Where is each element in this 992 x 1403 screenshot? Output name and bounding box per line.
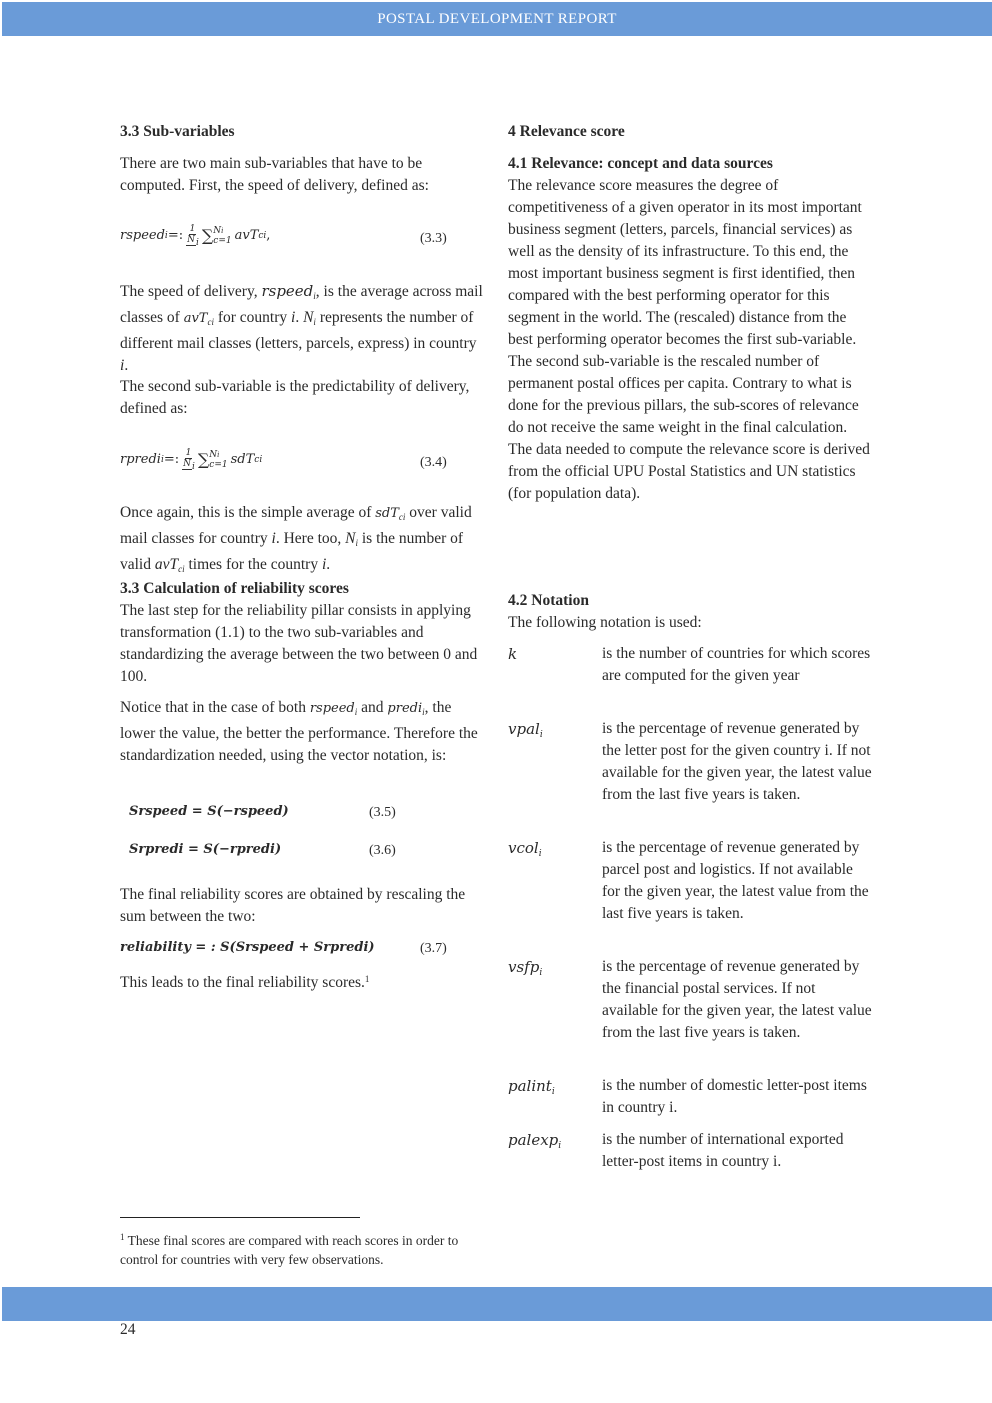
footnote: $^1$ These final scores are compared with reach scores in order to control for countries with very few observations. — [120, 1232, 459, 1267]
footnote-reference[interactable]: 1 — [364, 974, 370, 984]
paragraph-intro: There are two main sub-variables that have to be computed. First, the speed of delivery, defined as: — [120, 155, 429, 194]
report-title: POSTAL DEVELOPMENT REPORT — [377, 10, 617, 27]
equation-3-3: rspeed i =: $\frac{1}{Ni}$ ∑ Ni c=1 avT ci , — [120, 224, 271, 248]
paragraph-relevance: The relevance score measures the degree of competitiveness of a given operator in its most important business segment (letters, parcels, financial services) as well as the density of its infrastructure. To this end, the most important business segment is first identified, then compared with the best performing operator for this segment in the world. The (rescaled) distance from the best performing operator becomes the first sub-variable. The second sub-variable is the rescaled number of permanent postal offices per capita. Contrary to what is done for the previous pillars, the sub-scores of relevance do not receive the same weight in the final calculation. The data needed to compute the relevance score is derived from the official UPU Postal Statistics and UN statistics (for population data). — [508, 177, 870, 502]
header-band — [2, 2, 992, 36]
fraction: $\frac{1}{Ni}$ — [187, 224, 199, 248]
footer-band — [2, 1287, 992, 1321]
notation-symbol: palint$_i$ — [508, 1077, 555, 1097]
section-heading-relevance: 4 Relevance score — [508, 123, 625, 140]
notation-definition: is the number of countries for which scores are computed for the given year — [602, 645, 871, 684]
footnote-divider — [120, 1217, 360, 1218]
notation-symbol: vcol$_i$ — [508, 839, 542, 859]
notation-definition: is the percentage of revenue generated by the letter post for the given country i. If not available for the given year, the latest value from the last five years is taken. — [602, 720, 872, 803]
notation-symbol: vpal$_i$ — [508, 720, 543, 740]
paragraph-notice: Notice that in the case of both rspeed$_i$ and predi$_i$, the lower the value, the better the performance. Therefore the standardization needed, using the vector notation, is: — [120, 699, 478, 764]
equation-3-5: Srspeed = S(−rspeed) — [129, 804, 289, 819]
equation-number-3-4: (3.4) — [420, 455, 447, 470]
fraction: $\frac{1}{Ni}$ — [183, 448, 195, 472]
subsection-heading-notation: 4.2 Notation — [508, 592, 589, 609]
notation-symbol: vsfp$_i$ — [508, 958, 543, 978]
paragraph-last-step: The last step for the reliability pillar consists in applying transformation (1.1) to the two sub-variables and standardizing the average between the two between 0 and 100. — [120, 602, 478, 685]
notation-definition: is the number of international exported letter-post items in country i. — [602, 1131, 844, 1170]
paragraph-average: Once again, this is the simple average of sdT$_{ci}$ over valid mail classes for country i. Here too, $N_i$ is the number of valid avT$_{ci}$ times for the country i. — [120, 504, 472, 574]
equation-3-7: reliability = : S(Srspeed + Srpredi) — [120, 940, 375, 955]
paragraph-speed: The speed of delivery, rspeed$_i$, is the average across mail classes of avT$_{ci}$ for country i. $N_i$ represents the number of different mail classes (letters, parcels, express) in country i. — [120, 282, 483, 374]
equation-number-3-5: (3.5) — [369, 805, 396, 820]
equation-3-4: rpredi i =: $\frac{1}{Ni}$ ∑ Ni c=1 sdT ci — [120, 448, 263, 472]
equation-number-3-6: (3.6) — [369, 843, 396, 858]
paragraph-notation-intro: The following notation is used: — [508, 614, 702, 631]
paragraph-conclusion: This leads to the final reliability scores.$^1$ — [120, 974, 370, 991]
page-number: 24 — [120, 1321, 136, 1338]
subsection-heading-concept: 4.1 Relevance: concept and data sources — [508, 155, 773, 172]
notation-definition: is the percentage of revenue generated by the financial postal services. If not available for the given year, the latest value from the last five years is taken. — [602, 958, 872, 1041]
notation-symbol: palexp$_i$ — [508, 1131, 562, 1151]
notation-symbol: k — [508, 645, 518, 663]
paragraph-predictability: The second sub-variable is the predictability of delivery, defined as: — [120, 378, 470, 417]
section-heading-calculation: 3.3 Calculation of reliability scores — [120, 580, 349, 597]
notation-definition: is the percentage of revenue generated by parcel post and logistics. If not available for the given year, the latest value from the last five years is taken. — [602, 839, 869, 922]
equation-number-3-3: (3.3) — [420, 231, 447, 246]
paragraph-final-scores: The final reliability scores are obtained by rescaling the sum between the two: — [120, 886, 466, 925]
notation-definition: is the number of domestic letter-post items in country i. — [602, 1077, 867, 1116]
section-heading-sub-variables: 3.3 Sub-variables — [120, 123, 235, 140]
equation-number-3-7: (3.7) — [420, 941, 447, 956]
equation-3-6: Srpredi = S(−rpredi) — [129, 842, 282, 857]
